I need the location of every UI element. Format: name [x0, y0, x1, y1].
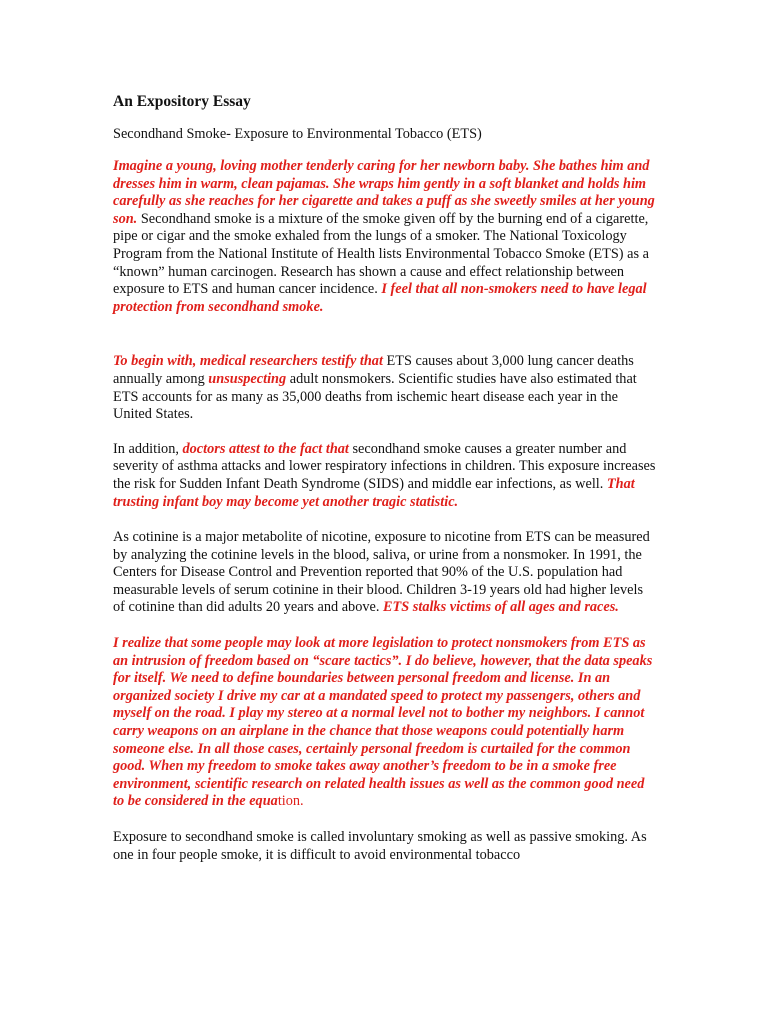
p4-body: As cotinine is a major metabolite of nicotine, exposure to nicotine from ETS can be measured by analyzing the cotinine levels in the blood, saliva, or urine from a nonsmoker. In 1991, the Centers for Disease Control and Prevention reported that 90% of the U.S. population had measurable levels of serum cotinine in their blood. Children 3-19 years old had higher levels of cotinine than did adults 20 years and above.: [113, 529, 650, 616]
p5-tail: tion.: [277, 793, 304, 810]
intro-hook: Imagine a young, loving mother tenderly caring for her newborn baby. She bathes him and dresses him in warm, clean pajamas. She wraps him gently in a soft blanket and holds him carefully as she reaches for her cigarette and takes a puff as she sweetly smiles at her young son.: [113, 158, 655, 227]
p3-start: In addition,: [113, 440, 183, 457]
p3-body: secondhand smoke causes a greater number and severity of asthma attacks and lower respiratory infections in children. This exposure increases the risk for Sudden Infant Death Syndrome (SIDS) and middle ear infections, as well.: [113, 440, 656, 492]
p3-close: That trusting infant boy may become yet another tragic statistic.: [113, 475, 635, 510]
p2-body-1: ETS causes about 3,000 lung cancer deaths annually among: [113, 353, 634, 387]
p6-text: Exposure to secondhand smoke is called involuntary smoking as well as passive smoking. As one in four people smoke, it is difficult to avoid environmental tobacco: [113, 829, 647, 863]
p2-body-2: adult nonsmokers. Scientific studies have also estimated that ETS accounts for as many as 35,000 deaths from ischemic heart disease each year in the United States.: [113, 370, 637, 423]
body-paragraph-3: [113, 529, 658, 617]
p2-emphasis: unsuspecting: [208, 370, 287, 387]
thesis-statement: I feel that all non-smokers need to have legal protection from secondhand smoke.: [113, 281, 647, 315]
p2-lead: To begin with, medical researchers testify that: [113, 353, 383, 370]
p3-lead: doctors attest to the fact that: [182, 440, 349, 457]
counterargument-paragraph: [113, 635, 658, 811]
intro-paragraph: [113, 158, 658, 316]
body-paragraph-1: [113, 353, 658, 423]
document-page: [113, 92, 658, 864]
body-paragraph-5: [113, 829, 658, 864]
essay-title: An Expository Essay: [113, 93, 251, 110]
intro-body: Secondhand smoke is a mixture of the smoke given off by the burning end of a cigarette, pipe or cigar and the smoke exhaled from the lungs of a smoker. The National Toxicology Program from the National Institute of Health lists Environmental Tobacco Smoke (ETS) as a “known” human carcinogen. Research has shown a cause and effect relationship between exposure to ETS and human cancer incidence.: [113, 210, 649, 298]
p5-text: I realize that some people may look at more legislation to protect nonsmokers from ETS as an intrusion of freedom based on “scare tactics”. I do believe, however, that the data speaks for itself. We need to define boundaries between personal freedom and license. In an organized society I drive my car at a mandated speed to protect my passengers, others and myself on the road. I play my stereo at a normal level not to bother my neighbors. I cannot carry weapons on an airplane in the chance that those weapons could potentially harm someone else. In all those cases, certainly personal freedom is curtailed for the common good. When my freedom to smoke takes away another’s freedom to be in a smoke free environment, scientific research on related health issues as well as the common good need to be considered in the equa: [113, 635, 653, 810]
essay-subtitle: Secondhand Smoke- Exposure to Environmental Tobacco (ETS): [113, 126, 482, 142]
body-paragraph-2: [113, 441, 658, 511]
p4-close: ETS stalks victims of all ages and races.: [382, 599, 619, 616]
